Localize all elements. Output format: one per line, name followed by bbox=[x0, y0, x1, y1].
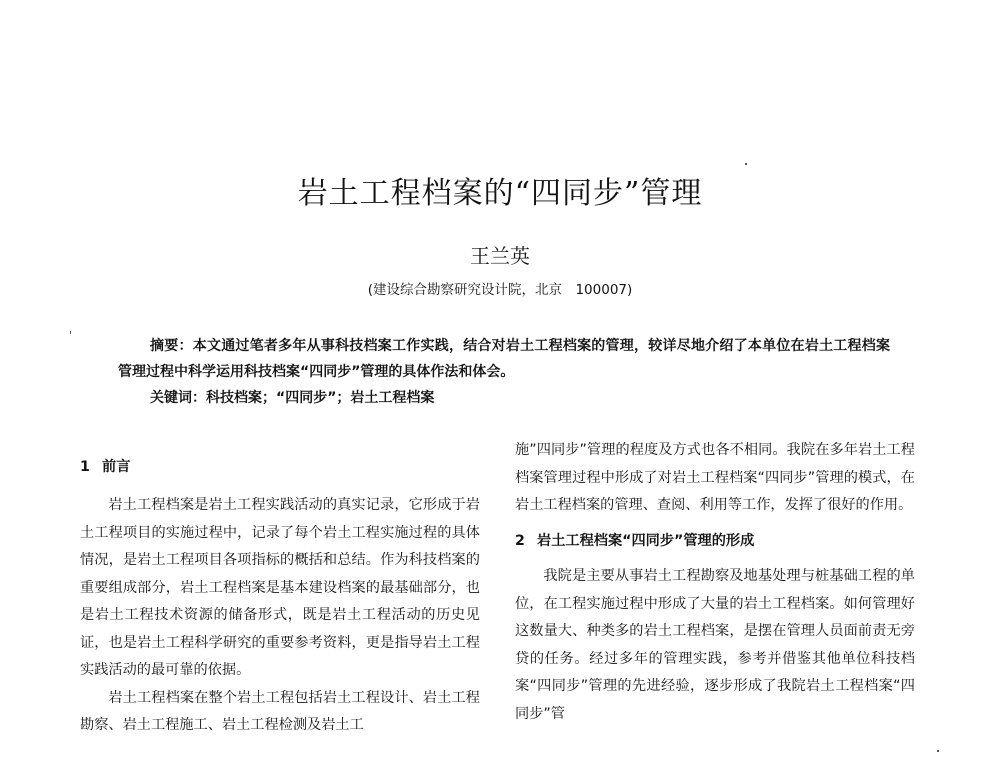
keywords-label: 关键词： bbox=[150, 390, 206, 406]
paragraph-continuation: 施”四同步”管理的程度及方式也各不相同。我院在多年岩土工程档案管理过程中形成了对岩土工程档案“四同步”管理的模式，在岩土工程档案的管理、查阅、利用等工作，发挥了很好的作用。 bbox=[515, 442, 915, 513]
abstract-text: 本文通过笔者多年从事科技档案工作实践，结合对岩土工程档案的管理，较详尽地介绍了本单位在岩土工程档案管理过程中科学运用科技档案“四同步”管理的具体作法和体会。 bbox=[118, 338, 891, 380]
section-title: 前言 bbox=[102, 459, 131, 475]
right-column bbox=[515, 437, 915, 728]
scan-speck bbox=[937, 750, 939, 752]
left-column bbox=[80, 454, 480, 740]
abstract bbox=[118, 333, 890, 385]
scan-speck bbox=[745, 163, 747, 165]
keywords-text: 科技档案；“四同步”；岩土工程档案 bbox=[206, 390, 435, 406]
section-title: 岩土工程档案“四同步”管理的形成 bbox=[537, 532, 755, 549]
section-heading-1 bbox=[80, 454, 480, 492]
keywords bbox=[150, 385, 850, 411]
author-name: 王兰英 bbox=[470, 244, 530, 268]
paper-title: 岩土工程档案的“四同步”管理 bbox=[297, 176, 703, 211]
section-number: 1 bbox=[80, 459, 90, 475]
scan-speck bbox=[70, 331, 71, 334]
section-heading-2 bbox=[515, 528, 915, 556]
section-number: 2 bbox=[515, 532, 525, 549]
abstract-label: 摘要： bbox=[150, 338, 193, 354]
paragraph: 岩土工程档案是岩土工程实践活动的真实记录，它形成于岩土工程项目的实施过程中，记录了每个岩土工程实施过程的具体情况，是岩土工程项目各项指标的概括和总结。作为科技档案的重要组成部分，岩土工程档案是基本建设档案的最基础部分，也是岩土工程技术资源的储备形式，既是岩土工程活动的历史见证，也是岩土工程科学研究的重要参考资料，更是指导岩土工程实践活动的最可靠的依据。 bbox=[80, 497, 480, 678]
paragraph: 我院是主要从事岩土工程勘察及地基处理与桩基础工程的单位，在工程实施过程中形成了大量的岩土工程档案。如何管理好这数量大、种类多的岩土工程档案，是摆在管理人员面前责无旁贷的任务。经过多年的管理实践，参考并借鉴其他单位科技档案“四同步”管理的先进经验，逐步形成了我院岩土工程档案“四同步”管 bbox=[515, 568, 915, 722]
paragraph: 岩土工程档案在整个岩土工程包括岩土工程设计、岩土工程勘察、岩土工程施工、岩土工程检测及岩土工 bbox=[80, 689, 480, 733]
author-affiliation: (建设综合勘察研究设计院，北京 100007) bbox=[367, 282, 633, 298]
